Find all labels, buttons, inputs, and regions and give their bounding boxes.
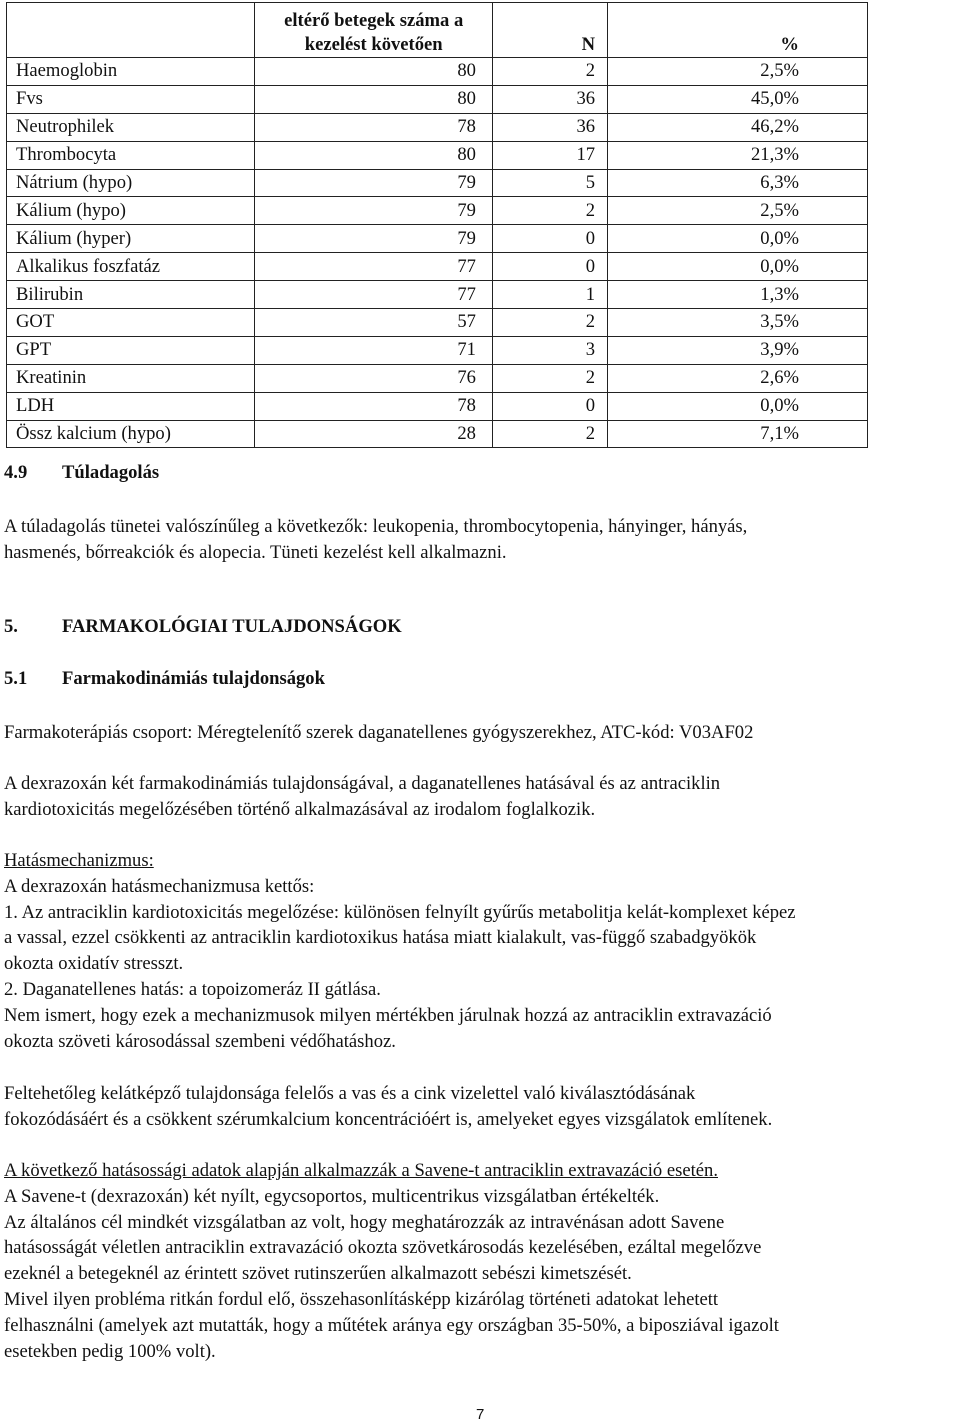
text-line: hatásosságát véletlen antraciklin extravazáció okozta szövetkárosodás kezelésében, ezáltal megelőzve (4, 1237, 762, 1259)
text-line: Feltehetőleg kelátképző tulajdonsága felelős a vas és a cink vizelettel való kiválasztódásának (4, 1083, 696, 1104)
cell-parameter: Thrombocyta (7, 141, 255, 169)
efficacy-paragraph (4, 1158, 960, 1364)
cell-parameter: Fvs (7, 85, 255, 113)
cell-percent: 7,1% (608, 420, 868, 448)
cell-percent: 0,0% (608, 392, 868, 420)
cell-patients: 57 (255, 309, 493, 337)
text-line: A túladagolás tünetei valószínűleg a következők: leukopenia, thrombocytopenia, hányinger, hányás, (4, 516, 748, 537)
text-line: a vassal, ezzel csökkenti az antraciklin kardiotoxikus hatása miatt kialakult, vas-függő szabadgyökök (4, 927, 757, 949)
text-line: 1. Az antraciklin kardiotoxicitás megelőzése: különösen felnyílt gyűrűs metabolitja kelát-komplexet képez (4, 901, 796, 923)
cell-parameter: Haemoglobin (7, 58, 255, 86)
header-n: N (492, 3, 607, 58)
cell-percent: 46,2% (608, 113, 868, 141)
cell-patients: 80 (255, 85, 493, 113)
cell-n: 0 (492, 225, 607, 253)
table-row (7, 225, 868, 253)
cell-patients: 77 (255, 253, 493, 281)
text-line: Farmakoterápiás csoport: Méregtelenítő szerek daganatellenes gyógyszerekhez, ATC-kód: V03AF02 (4, 722, 754, 743)
cell-percent: 3,5% (608, 309, 868, 337)
cell-parameter: GPT (7, 336, 255, 364)
page-number: 7 (476, 1406, 485, 1423)
cell-n: 0 (492, 392, 607, 420)
table-row (7, 197, 868, 225)
cell-percent: 0,0% (608, 225, 868, 253)
cell-patients: 78 (255, 392, 493, 420)
header-percent: % (608, 3, 868, 58)
section-number: 5. (4, 616, 18, 637)
text-line: kardiotoxicitás megelőzésében történő alkalmazásával az irodalom foglalkozik. (4, 798, 596, 820)
pharmacodynamics-paragraph (4, 771, 960, 823)
cell-parameter: LDH (7, 392, 255, 420)
text-line: ezeknél a betegeknél az érintett szövet rutinszerűen alkalmazott sebészi kimetszését. (4, 1263, 632, 1285)
table-row (7, 364, 868, 392)
cell-percent: 1,3% (608, 281, 868, 309)
mechanism-heading: Hatásmechanizmus: (4, 850, 154, 871)
cell-n: 3 (492, 336, 607, 364)
cell-percent: 6,3% (608, 169, 868, 197)
cell-patients: 79 (255, 225, 493, 253)
cell-n: 2 (492, 309, 607, 337)
table-row (7, 141, 868, 169)
table-row (7, 85, 868, 113)
pharmacotherapeutic-group (4, 720, 960, 746)
cell-n: 5 (492, 169, 607, 197)
cell-percent: 2,5% (608, 58, 868, 86)
cell-n: 1 (492, 281, 607, 309)
cell-parameter: Kálium (hyper) (7, 225, 255, 253)
cell-parameter: Kreatinin (7, 364, 255, 392)
cell-percent: 2,6% (608, 364, 868, 392)
cell-percent: 0,0% (608, 253, 868, 281)
cell-patients: 28 (255, 420, 493, 448)
cell-n: 2 (492, 420, 607, 448)
section-title: Farmakodinámiás tulajdonságok (62, 668, 325, 689)
mechanism-paragraph (4, 848, 960, 1054)
cell-patients: 77 (255, 281, 493, 309)
section-5-heading (4, 616, 402, 638)
table-row (7, 281, 868, 309)
section-number: 4.9 (4, 462, 28, 483)
cell-patients: 80 (255, 141, 493, 169)
text-line: Az általános cél mindkét vizsgálatban az volt, hogy meghatározzák az intravénásan adott Savene (4, 1211, 725, 1233)
cell-patients: 76 (255, 364, 493, 392)
text-line: A dexrazoxán hatásmechanizmusa kettős: (4, 875, 315, 897)
overdose-paragraph (4, 514, 960, 566)
section-5-1-heading (4, 668, 325, 690)
cell-parameter: GOT (7, 309, 255, 337)
text-line: 2. Daganatellenes hatás: a topoizomeráz II gátlása. (4, 978, 381, 1000)
cell-n: 36 (492, 113, 607, 141)
cell-percent: 2,5% (608, 197, 868, 225)
table-row (7, 169, 868, 197)
cell-parameter: Nátrium (hypo) (7, 169, 255, 197)
cell-n: 36 (492, 85, 607, 113)
cell-parameter: Alkalikus foszfatáz (7, 253, 255, 281)
text-line: A dexrazoxán két farmakodinámiás tulajdonságával, a daganatellenes hatásával és az antraciklin (4, 773, 721, 794)
text-line: okozta oxidatív stresszt. (4, 953, 184, 975)
cell-patients: 71 (255, 336, 493, 364)
table-row (7, 336, 868, 364)
section-title: FARMAKOLÓGIAI TULAJDONSÁGOK (62, 616, 402, 637)
table-row (7, 392, 868, 420)
text-line: A Savene-t (dexrazoxán) két nyílt, egycsoportos, multicentrikus vizsgálatban értékelték. (4, 1185, 660, 1207)
cell-n: 17 (492, 141, 607, 169)
table-header-row (7, 3, 868, 58)
cell-n: 2 (492, 364, 607, 392)
cell-n: 0 (492, 253, 607, 281)
text-line: Mivel ilyen probléma ritkán fordul elő, összehasonlításképp kizárólag történeti adatokat lehetett (4, 1288, 719, 1310)
text-line: esetekben pedig 100% volt). (4, 1340, 216, 1362)
section-4-9-heading (4, 462, 159, 484)
cell-percent: 3,9% (608, 336, 868, 364)
lab-abnormality-table (6, 2, 868, 448)
cell-n: 2 (492, 197, 607, 225)
cell-parameter: Kálium (hypo) (7, 197, 255, 225)
table-row (7, 58, 868, 86)
table-row (7, 253, 868, 281)
chelating-paragraph (4, 1081, 960, 1133)
table-row (7, 420, 868, 448)
text-line: felhasználni (amelyek azt mutatták, hogy a műtétek aránya egy országban 35-50%, a biposziával igazolt (4, 1314, 779, 1336)
cell-percent: 21,3% (608, 141, 868, 169)
cell-parameter: Össz kalcium (hypo) (7, 420, 255, 448)
text-line: Nem ismert, hogy ezek a mechanizmusok milyen mértékben járulnak hozzá az antraciklin extravazáció (4, 1004, 772, 1026)
cell-patients: 79 (255, 169, 493, 197)
text-line: hasmenés, bőrreakciók és alopecia. Tüneti kezelést kell alkalmazni. (4, 541, 507, 563)
header-parameter (7, 3, 255, 58)
text-line: okozta szöveti károsodással szembeni védőhatáshoz. (4, 1030, 396, 1052)
efficacy-heading: A következő hatásossági adatok alapján alkalmazzák a Savene-t antraciklin extravazáció esetén. (4, 1160, 718, 1181)
cell-n: 2 (492, 58, 607, 86)
table-row (7, 113, 868, 141)
cell-patients: 80 (255, 58, 493, 86)
section-title: Túladagolás (62, 462, 160, 483)
table-row (7, 309, 868, 337)
cell-percent: 45,0% (608, 85, 868, 113)
text-line: fokozódásáért és a csökkent szérumkalcium koncentrációért is, amelyeket egyes vizsgálatok említenek. (4, 1108, 773, 1130)
cell-parameter: Bilirubin (7, 281, 255, 309)
header-patients: eltérő betegek száma a kezelést követően (255, 3, 493, 58)
cell-parameter: Neutrophilek (7, 113, 255, 141)
cell-patients: 79 (255, 197, 493, 225)
cell-patients: 78 (255, 113, 493, 141)
section-number: 5.1 (4, 668, 28, 689)
